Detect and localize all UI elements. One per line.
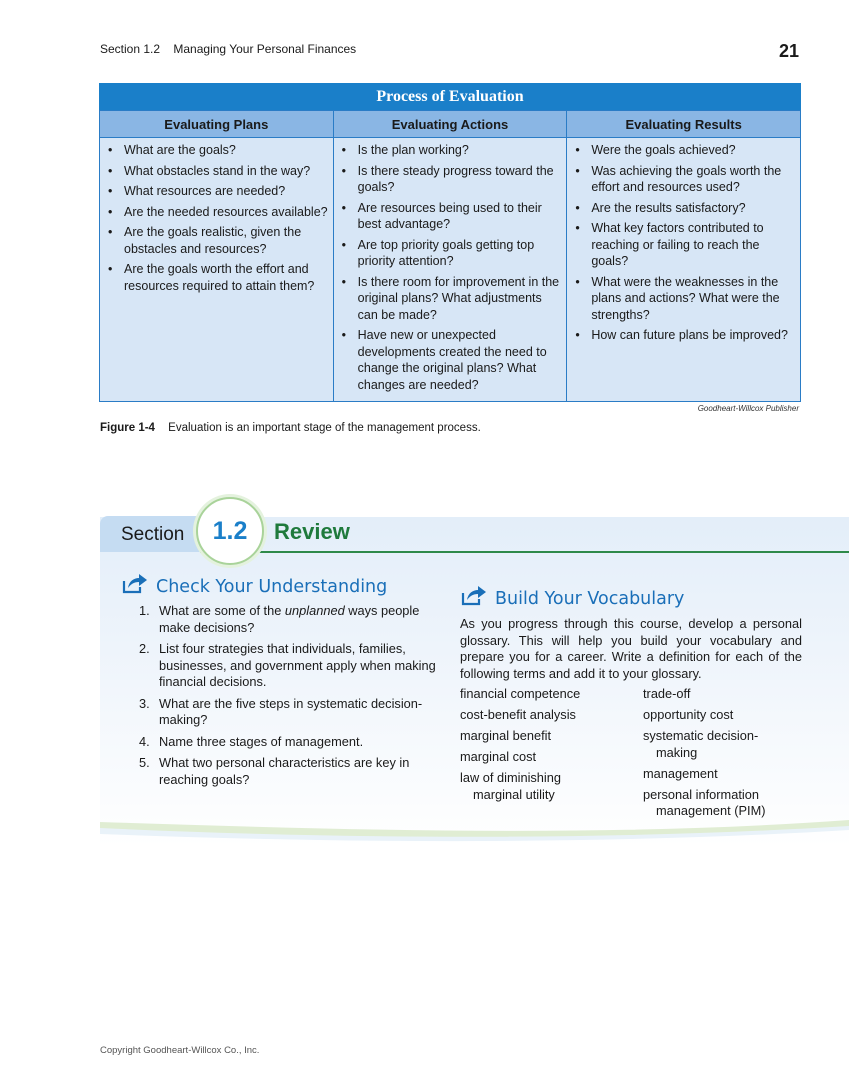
question-number: 2. (139, 641, 150, 656)
table-bullet-item: • What resources are needed? (106, 183, 329, 200)
vocab-term-text: cost-benefit analysis (460, 707, 576, 722)
table-title: Process of Evaluation (99, 83, 801, 110)
vocab-heading-text: Build Your Vocabulary (495, 589, 685, 609)
table-bullet-item: • Is the plan working? (340, 142, 563, 159)
question-number: 3. (139, 695, 150, 711)
vocab-term (460, 728, 630, 745)
share-arrow-icon (122, 573, 148, 595)
review-title: Review (274, 519, 350, 544)
vocab-term-text: systematic decision- (643, 728, 759, 743)
column-cell (333, 138, 567, 402)
check-understanding-heading (122, 573, 387, 597)
header-section: Section 1.2 (100, 42, 161, 56)
column-heading: Evaluating Actions (333, 111, 567, 138)
vocab-term-continuation: management (PIM) (656, 803, 766, 818)
vocab-term-text: financial competence (460, 686, 581, 701)
figure-label: Figure 1-4 (100, 422, 155, 434)
vocab-term (460, 686, 630, 703)
running-header (100, 42, 356, 56)
figure-credit: Goodheart-Willcox Publisher (697, 404, 799, 413)
table-bullet-item: • Are the goals realistic, given the obstacles and resources? (106, 224, 329, 257)
review-rule (200, 551, 849, 553)
question-number: 5. (139, 755, 150, 770)
vocab-terms-right (643, 686, 813, 824)
question-item (136, 755, 436, 788)
vocab-term (460, 707, 630, 724)
vocab-term (643, 686, 813, 703)
table-bullet-item: • What were the weaknesses in the plans and actions? What were the strengths? (573, 274, 796, 324)
vocab-term (643, 766, 813, 783)
question-text: What are the five steps in systematic decision-making? (159, 695, 423, 727)
table-bullet-item: • Is there room for improvement in the original plans? What adjustments can be made? (340, 274, 563, 324)
question-list (136, 603, 436, 793)
vocab-term-continuation: marginal utility (473, 786, 555, 802)
section-label: Section (121, 524, 185, 545)
question-text: What two personal characteristics are key in reaching goals? (159, 755, 410, 787)
table-bullet-item: • Are top priority goals getting top priority attention? (340, 237, 563, 270)
question-emphasis: unplanned (284, 603, 345, 618)
table-bullet-item: • Are resources being used to their best advantage? (340, 200, 563, 233)
share-arrow-icon (461, 585, 487, 607)
evaluation-table (99, 83, 801, 402)
page-number: 21 (778, 41, 799, 61)
question-text: Name three stages of management. (159, 733, 364, 749)
vocab-intro: As you progress through this course, develop a personal glossary. This will help you build your vocabulary and prepare you for a career. Write a definition for each of the following terms and add it to your glossary. (460, 616, 802, 681)
copyright: Copyright Goodheart-Willcox Co., Inc. (100, 1045, 260, 1056)
check-heading-text: Check Your Understanding (156, 577, 388, 597)
vocab-term (643, 787, 813, 820)
question-item (136, 696, 436, 729)
vocab-term-text: opportunity cost (643, 707, 734, 722)
vocab-term-continuation: making (656, 744, 698, 760)
vocab-term (460, 770, 630, 803)
figure-caption-text: Evaluation is an important stage of the management process. (168, 422, 481, 434)
table-bullet-item: • Is there steady progress toward the goals? (340, 163, 563, 196)
table-bullet-item: • Are the results satisfactory? (573, 200, 796, 217)
question-item (136, 734, 436, 751)
vocab-term-text: trade-off (643, 686, 691, 701)
evaluation-grid (99, 110, 801, 402)
vocab-term (643, 728, 813, 761)
question-number: 1. (139, 603, 150, 618)
table-bullet-item: • Are the needed resources available? (106, 204, 329, 221)
table-bullet-item: • What are the goals? (106, 142, 329, 159)
vocab-term (460, 749, 630, 766)
vocab-term-text: marginal cost (460, 749, 537, 764)
decorative-swoosh (100, 818, 849, 848)
vocab-terms-left (460, 686, 630, 808)
section-number-badge: 1.2 (196, 497, 264, 565)
vocab-term (643, 707, 813, 724)
table-bullet-item: • What obstacles stand in the way? (106, 163, 329, 180)
figure-caption (100, 422, 481, 434)
table-bullet-item: • How can future plans be improved? (573, 327, 796, 344)
vocab-term-text: personal information (643, 786, 759, 802)
column-heading: Evaluating Results (567, 111, 801, 138)
vocab-term-text: marginal benefit (460, 728, 552, 743)
column-cell (567, 138, 801, 402)
table-bullet-item: • Are the goals worth the effort and resources required to attain them? (106, 261, 329, 294)
question-text-end: ways people make decisions? (159, 603, 420, 635)
question-text: What are some of the (159, 603, 285, 618)
question-number: 4. (139, 733, 150, 749)
header-title: Managing Your Personal Finances (173, 42, 357, 56)
column-heading: Evaluating Plans (100, 111, 334, 138)
column-cell (100, 138, 334, 402)
question-item (136, 641, 436, 691)
table-bullet-item: • Was achieving the goals worth the effort and resources used? (573, 163, 796, 196)
vocab-term-text: law of diminishing (460, 770, 562, 785)
table-bullet-item: • Were the goals achieved? (573, 142, 796, 159)
vocab-term-text: management (643, 765, 718, 781)
question-item (136, 603, 436, 636)
table-bullet-item: • Have new or unexpected developments created the need to change the original plans? What changes are needed? (340, 327, 563, 393)
table-bullet-item: • What key factors contributed to reaching or failing to reach the goals? (573, 220, 796, 270)
build-vocabulary-heading (461, 585, 684, 609)
question-text: List four strategies that individuals, families, businesses, and government apply when making financial decisions. (159, 641, 436, 689)
